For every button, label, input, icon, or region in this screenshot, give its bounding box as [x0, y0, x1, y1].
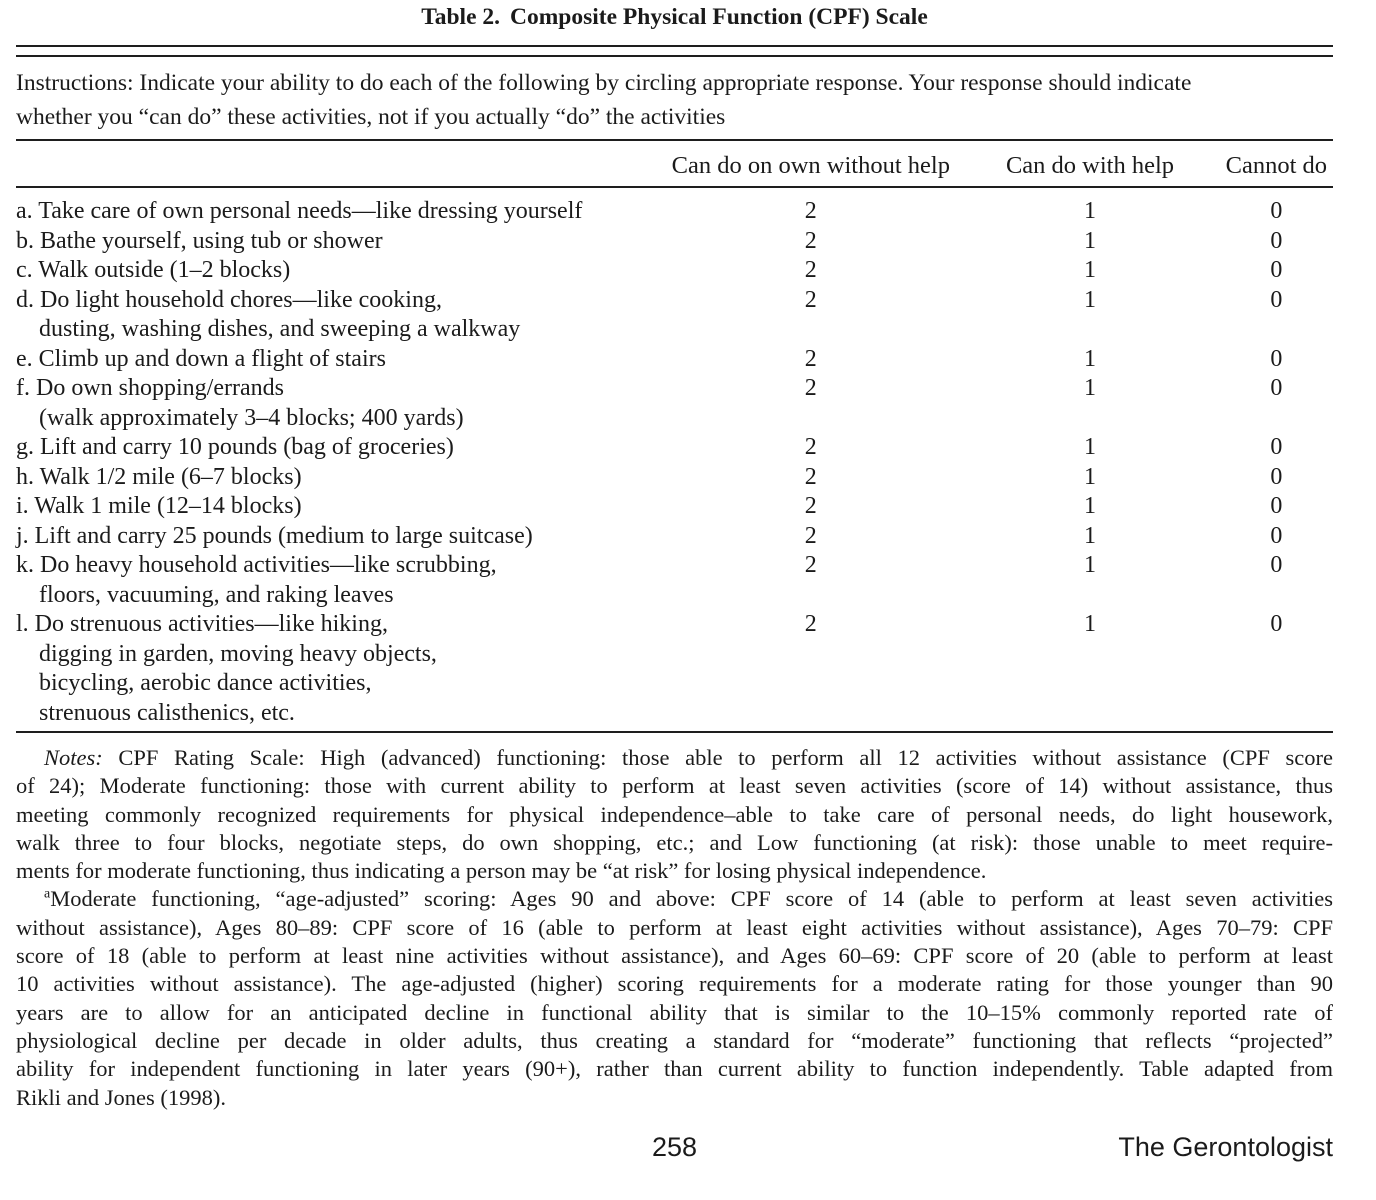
score-cell: 0 [1270, 522, 1283, 549]
activity-cell: l. Do strenuous activities—like hiking, [16, 611, 388, 637]
note-line [16, 829, 1333, 857]
notes-block [16, 733, 1333, 1112]
note-line [16, 970, 1333, 998]
note-line-text: Rikli and Jones (1998). [16, 1084, 226, 1110]
note-line [16, 1084, 1333, 1112]
note-line-text: without assistance), Ages 80–89: CPF score of 16 (able to perform at least eight activities without assistance), Ages 70–79: CPF [16, 914, 1333, 940]
note-line [16, 1027, 1333, 1055]
note-line [16, 885, 1333, 913]
cpf-scale-table [16, 141, 1333, 728]
score-cell: 2 [804, 375, 817, 401]
note-line-text: meeting commonly recognized requirements for physical independence–able to take care of personal needs, do light housework, [16, 801, 1333, 827]
table-row [16, 286, 1333, 316]
table-row [16, 256, 1333, 286]
note-line [16, 772, 1333, 800]
score-cell: 0 [1270, 552, 1283, 578]
note-line [16, 801, 1333, 829]
activity-cell: digging in garden, moving heavy objects, [39, 640, 437, 667]
page-content [16, 0, 1333, 1112]
score-cell: 0 [1270, 227, 1283, 254]
score-cell: 1 [1084, 286, 1096, 313]
activity-cell: e. Climb up and down a flight of stairs [16, 345, 386, 372]
score-cell: 0 [1270, 434, 1283, 460]
notes-paragraph-1 [16, 744, 1333, 885]
table-title [16, 0, 1333, 31]
score-cell: 2 [804, 522, 817, 549]
table-row [16, 522, 1333, 552]
instructions-block [16, 57, 1333, 139]
header-row [16, 141, 1333, 187]
note-line [16, 1055, 1333, 1083]
score-cell: 1 [1084, 552, 1096, 578]
note-line [16, 914, 1333, 942]
notes-label: Notes: [44, 745, 103, 770]
activity-cell: f. Do own shopping/errands [16, 375, 284, 401]
table-title-text: Composite Physical Function (CPF) Scale [510, 4, 928, 30]
table-number: Table 2. [421, 4, 501, 30]
page-number: 258 [651, 1132, 698, 1162]
score-cell: 0 [1270, 345, 1283, 372]
column-header-cannot-do: Cannot do [1220, 141, 1333, 187]
table-row [16, 374, 1333, 404]
activity-cell: bicycling, aerobic dance activities, [39, 670, 372, 696]
score-cell: 1 [1084, 257, 1096, 283]
score-cell: 0 [1270, 257, 1283, 283]
table-row [16, 492, 1333, 522]
score-cell: 2 [804, 434, 817, 460]
footnote-marker: a [44, 886, 51, 902]
score-cell: 1 [1084, 345, 1096, 372]
column-header-activity [16, 141, 661, 187]
activity-cell: c. Walk outside (1–2 blocks) [16, 257, 291, 283]
note-line-text: walk three to four blocks, negotiate steps, do own shopping, etc.; and Low functioning (at risk): those unable to meet require- [16, 829, 1333, 855]
note-line [16, 744, 1333, 772]
score-cell: 0 [1270, 493, 1283, 519]
score-cell: 0 [1270, 198, 1283, 224]
note-line-text: years are to allow for an anticipated decline in functional ability that is similar to the 10–15% commonly reported rate of [16, 999, 1333, 1025]
score-cell: 2 [804, 227, 817, 254]
score-cell: 1 [1084, 522, 1096, 549]
note-line-text: score of 18 (able to perform at least nine activities without assistance), and Ages 60–69: CPF score of 20 (able to perform at least [16, 943, 1333, 969]
table-row [16, 227, 1333, 257]
score-cell: 0 [1270, 611, 1283, 637]
score-cell: 1 [1084, 493, 1096, 519]
score-cell: 1 [1084, 434, 1096, 460]
score-cell: 0 [1270, 286, 1283, 313]
activity-cell: j. Lift and carry 25 pounds (medium to large suitcase) [16, 522, 533, 549]
note-line-text: physiological decline per decade in older adults, thus creating a standard for “moderate” functioning that reflects “projected” [16, 1027, 1333, 1053]
instructions-line: whether you “can do” these activities, not if you actually “do” the activities [16, 104, 726, 130]
score-cell: 1 [1084, 463, 1096, 490]
score-cell: 2 [804, 552, 817, 578]
table-row [16, 463, 1333, 493]
activity-cell: g. Lift and carry 10 pounds (bag of groceries) [16, 434, 454, 460]
page-footer [16, 1132, 1333, 1166]
activity-cell: a. Take care of own personal needs—like dressing yourself [16, 198, 583, 224]
note-line [16, 999, 1333, 1027]
activity-cell: (walk approximately 3–4 blocks; 400 yards) [39, 404, 464, 431]
note-line-text: 10 activities without assistance). The age-adjusted (higher) scoring requirements for a moderate rating for those younger than 90 [16, 971, 1333, 997]
score-cell: 2 [804, 463, 817, 490]
note-line-text: Moderate functioning, “age-adjusted” scoring: Ages 90 and above: CPF score of 14 (able to perform at least seven activities [50, 886, 1333, 912]
note-line-text: ments for moderate functioning, thus indicating a person may be “at risk” for losing physical independence. [16, 858, 987, 884]
score-cell: 0 [1270, 375, 1283, 401]
activity-cell: dusting, washing dishes, and sweeping a walkway [39, 316, 521, 342]
table-row [16, 610, 1333, 640]
score-cell: 1 [1084, 227, 1096, 254]
activity-cell: i. Walk 1 mile (12–14 blocks) [16, 493, 302, 519]
table-row [16, 345, 1333, 375]
score-cell: 2 [804, 257, 817, 283]
activity-cell: floors, vacuuming, and raking leaves [39, 581, 394, 608]
activity-cell: k. Do heavy household activities—like scrubbing, [16, 552, 497, 578]
activity-cell: strenuous calisthenics, etc. [39, 699, 295, 726]
score-cell: 0 [1270, 463, 1283, 490]
activity-cell: d. Do light household chores—like cooking, [16, 286, 442, 313]
note-line-text: of 24); Moderate functioning: those with current ability to perform at least seven activities (score of 14) without assistance, thus [16, 773, 1333, 799]
score-cell: 1 [1084, 198, 1096, 224]
note-line [16, 942, 1333, 970]
score-cell: 2 [804, 345, 817, 372]
notes-paragraph-2 [16, 885, 1333, 1111]
score-cell: 1 [1084, 611, 1096, 637]
table-row [16, 551, 1333, 581]
activity-cell: b. Bathe yourself, using tub or shower [16, 227, 383, 254]
score-cell: 1 [1084, 375, 1096, 401]
column-header-can-do-with-help: Can do with help [960, 141, 1219, 187]
note-line [16, 857, 1333, 885]
table-row [16, 433, 1333, 463]
table-row [16, 187, 1333, 227]
journal-name: The Gerontologist [1118, 1132, 1333, 1162]
score-cell: 2 [804, 198, 817, 224]
instructions-line: Instructions: Indicate your ability to do each of the following by circling appropriate response. Your response should indicate [16, 70, 1192, 96]
top-double-rule [16, 45, 1333, 57]
activity-cell: h. Walk 1/2 mile (6–7 blocks) [16, 463, 302, 490]
score-cell: 2 [804, 611, 817, 637]
note-line-text: ability for independent functioning in later years (90+), rather than current ability to function independently. Table adapted from [16, 1056, 1333, 1082]
score-cell: 2 [804, 286, 817, 313]
cpf-table-body [16, 187, 1333, 728]
score-cell: 2 [804, 493, 817, 519]
note-line-text: CPF Rating Scale: High (advanced) functioning: those able to perform all 12 activities without assistance (CPF score [118, 745, 1333, 770]
column-header-can-do-without-help: Can do on own without help [661, 141, 960, 187]
